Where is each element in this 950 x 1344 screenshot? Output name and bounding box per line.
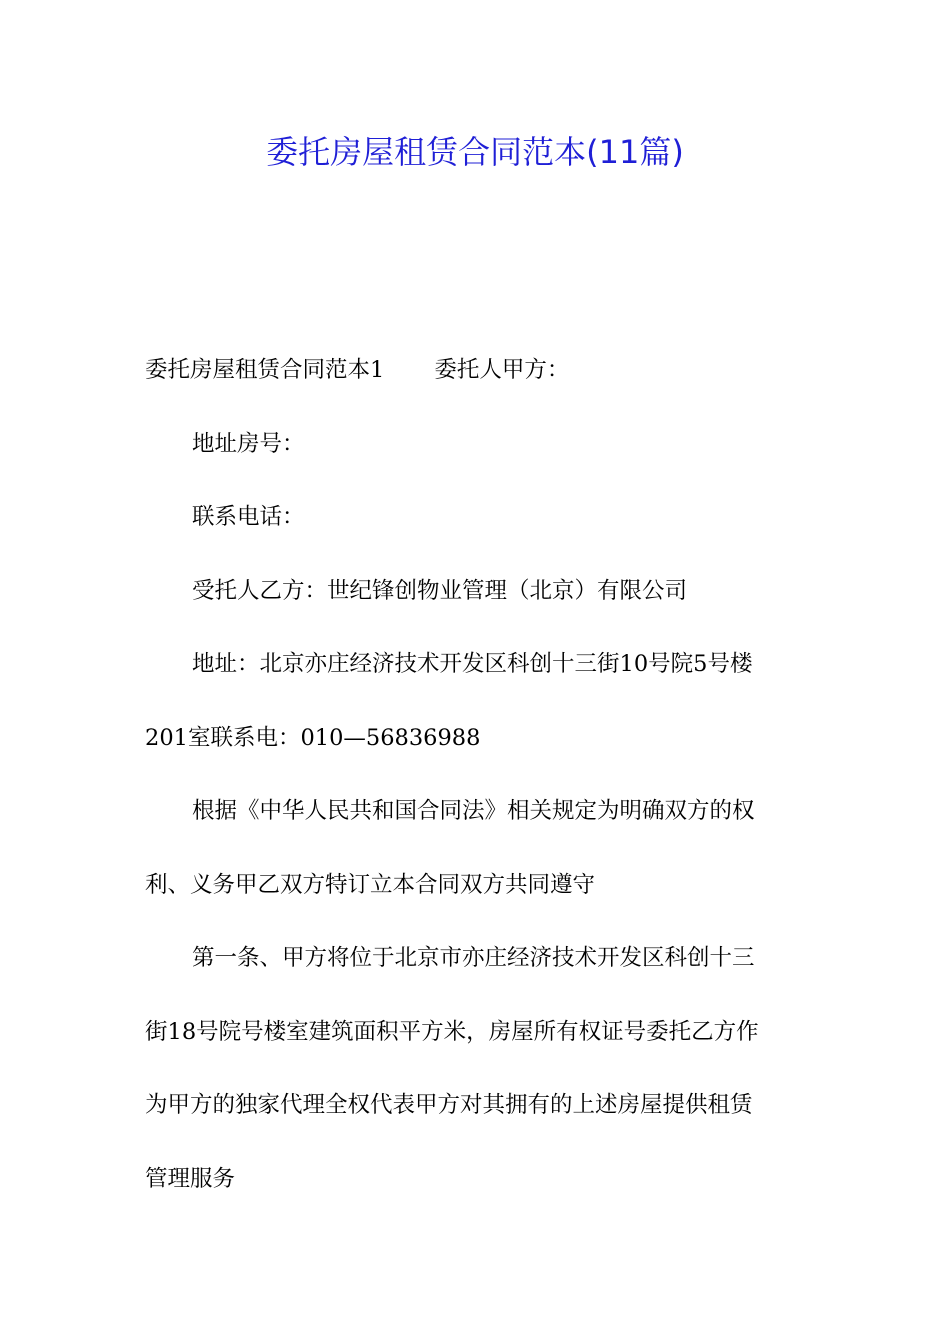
address-room-line: 地址房号： — [192, 430, 305, 457]
article-1-line-2: 街18号院号楼室建筑面积平方米，房屋所有权证号委托乙方作 — [145, 1018, 759, 1045]
section-heading: 委托房屋租赁合同范本1 — [145, 357, 385, 383]
party-a-label: 委托人甲方： — [434, 357, 570, 383]
phone-line: 联系电话： — [192, 504, 305, 530]
address-line-2: 201室联系电：010—56836988 — [145, 724, 481, 751]
document-title: 委托房屋租赁合同范本(11篇) — [266, 133, 684, 171]
basis-paragraph-line-1: 根据《中华人民共和国合同法》相关规定为明确双方的权 — [192, 798, 755, 824]
article-1-line-4: 管理服务 — [145, 1165, 236, 1192]
address-line-1: 地址：北京亦庄经济技术开发区科创十三街10号院5号楼 — [192, 651, 753, 677]
article-1-line-1: 第一条、甲方将位于北京市亦庄经济技术开发区科创十三 — [192, 945, 755, 971]
document-body — [145, 334, 809, 1216]
basis-paragraph-line-2: 利、义务甲乙双方特订立本合同双方共同遵守 — [145, 871, 596, 898]
party-b-line: 受托人乙方：世纪锋创物业管理（北京）有限公司 — [192, 577, 688, 604]
section-heading-line — [145, 334, 809, 408]
article-1-line-3: 为甲方的独家代理全权代表甲方对其拥有的上述房屋提供租赁 — [145, 1092, 753, 1118]
